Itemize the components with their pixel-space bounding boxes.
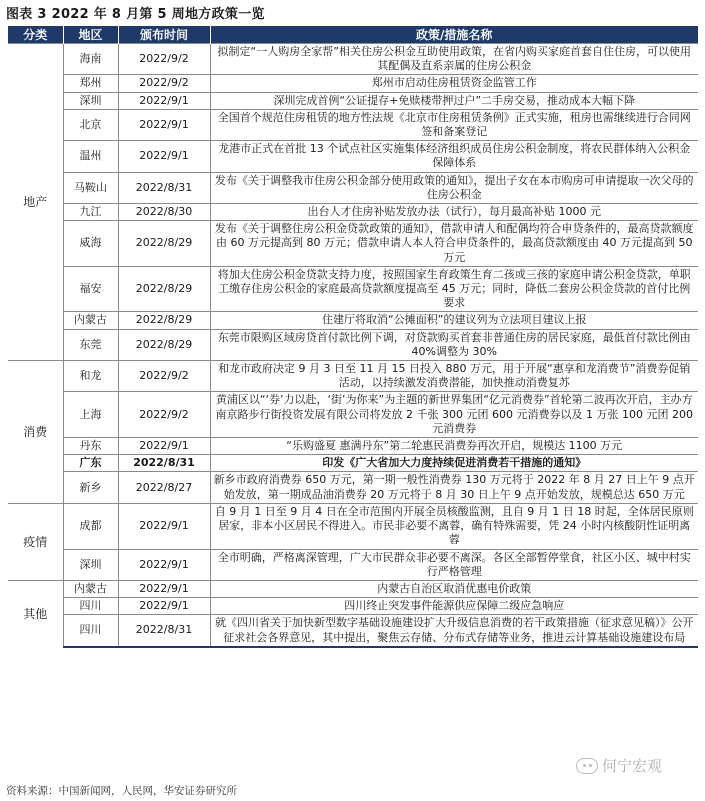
table-row: [8, 598, 698, 615]
table-row: [8, 75, 698, 92]
row-region: 丹东: [63, 438, 118, 455]
table-row: [8, 204, 698, 221]
row-region: 北京: [63, 109, 118, 140]
table-row: [8, 172, 698, 203]
row-region: 四川: [63, 615, 118, 647]
header-content: 政策/措施名称: [210, 26, 698, 44]
row-content: 深圳完成首例“公证提存+免赎楼带押过户”二手房交易，推动成本大幅下降: [210, 92, 698, 109]
row-region: 和龙: [63, 361, 118, 392]
table-row: [8, 221, 698, 267]
row-region: 上海: [63, 392, 118, 438]
row-region: 威海: [63, 221, 118, 267]
row-date: 2022/9/1: [118, 598, 210, 615]
row-content: 发布《关于调整我市住房公积金部分使用政策的通知》，提出子女在本市购房可申请提取一次父母的住房公积金: [210, 172, 698, 203]
row-date: 2022/9/2: [118, 75, 210, 92]
row-content: 出台人才住房补贴发放办法（试行），每月最高补贴 1000 元: [210, 204, 698, 221]
row-date: 2022/8/30: [118, 204, 210, 221]
category-realestate: 地产: [8, 44, 63, 361]
row-date: 2022/9/1: [118, 549, 210, 580]
row-date: 2022/8/29: [118, 312, 210, 329]
table-row: [8, 92, 698, 109]
row-date: 2022/8/29: [118, 266, 210, 312]
row-region: 郑州: [63, 75, 118, 92]
row-content: 郑州市启动住房租赁资金监管工作: [210, 75, 698, 92]
table-row: [8, 141, 698, 172]
row-date: 2022/8/31: [118, 615, 210, 647]
row-region: 海南: [63, 44, 118, 75]
row-content: 和龙市政府决定 9 月 3 日至 11 月 15 日投入 880 万元，用于开展“惠享和龙消费节”消费券促销活动，以持续激发消费潜能，加快推动消费复苏: [210, 361, 698, 392]
table-title: 图表 3 2022 年 8 月第 5 周地方政策一览: [6, 7, 265, 22]
row-content: 新乡市政府消费券 650 万元，第一期一般性消费券 130 万元将于 2022 年 8 月 27 日上午 9 点开始发放，第一期成品油消费券 20 万元将于 8 月 30 日上午 9 点开始发放，规模总达 650 万元: [210, 472, 698, 503]
row-content: 将加大住房公积金贷款支持力度，按照国家生育政策生育二孩或三孩的家庭申请公积金贷款，单职工缴存住房公积金的家庭最高贷款额度提高至 45 万元；同时，降低二套房公积金贷款的首付比例要求: [210, 266, 698, 312]
row-content: 自 9 月 1 日至 9 月 4 日在全市范围内开展全员核酸监测，且自 9 月 1 日 18 时起，全体居民原则居家，非本小区居民不得进入。市民非必要不离蓉，确有特殊需要，凭 24 小时内核酸阴性证明离蓉: [210, 503, 698, 549]
row-date: 2022/8/27: [118, 472, 210, 503]
table-row: [8, 615, 698, 647]
row-region: 温州: [63, 141, 118, 172]
table-row: [8, 438, 698, 455]
row-content: 发布《关于调整住房公积金贷款政策的通知》，借款申请人和配偶均符合申贷条件的，最高贷款额度由 60 万元提高到 80 万元；借款申请人本人符合申贷条件的，最高贷款额度由 40 万元提高到 50 万元: [210, 221, 698, 267]
row-date: 2022/9/1: [118, 141, 210, 172]
row-content: 四川终止突发事件能源供应保障二级应急响应: [210, 598, 698, 615]
row-content: “乐购盛夏 惠满丹东”第二轮惠民消费券再次开启，规模达 1100 万元: [210, 438, 698, 455]
row-content: 黄浦区以“‘券’力以赴，‘街’为你来”为主题的新世界集团“亿元消费券”首轮第二波再次开启，主办方南京路步行街投资发展有限公司将发放 2 千张 300 元团 600 元消费券以及 1 万张 100 元团 200 元消费券: [210, 392, 698, 438]
header-category: 分类: [8, 26, 63, 44]
watermark-text: 何宁宏观: [602, 757, 663, 775]
table-row: [8, 109, 698, 140]
header-date: 颁布时间: [118, 26, 210, 44]
row-date: 2022/9/2: [118, 392, 210, 438]
row-region: 深圳: [63, 92, 118, 109]
row-date: 2022/9/1: [118, 580, 210, 597]
row-content: 住建厅将取消“公摊面积”的建议列为立法项目建议上报: [210, 312, 698, 329]
table-row: [8, 549, 698, 580]
table-header-row: [8, 26, 698, 44]
table-row: [8, 44, 698, 75]
table-row: [8, 455, 698, 472]
table-row: [8, 503, 698, 549]
row-date: 2022/9/1: [118, 92, 210, 109]
row-date: 2022/9/1: [118, 438, 210, 455]
row-date: 2022/8/29: [118, 221, 210, 267]
row-date: 2022/9/2: [118, 361, 210, 392]
table-row: [8, 580, 698, 597]
row-content: 全国首个规范住房租赁的地方性法规《北京市住房租赁条例》正式实施，租房也需继续进行合同网签和备案登记: [210, 109, 698, 140]
row-content: 龙港市正式在首批 13 个试点社区实施集体经济组织成员住房公积金制度，将农民群体纳入公积金保障体系: [210, 141, 698, 172]
row-region: 马鞍山: [63, 172, 118, 203]
table-row: [8, 312, 698, 329]
category-consumption: 消费: [8, 361, 63, 504]
table-row: [8, 472, 698, 503]
wechat-icon: [576, 758, 598, 774]
table-row: [8, 392, 698, 438]
row-region: 内蒙古: [63, 312, 118, 329]
row-date: 2022/9/1: [118, 503, 210, 549]
row-content: 东莞市限购区域房贷首付款比例下调，对贷款购买首套非普通住房的居民家庭，最低首付款比例由 40%调整为 30%: [210, 329, 698, 360]
category-epidemic: 疫情: [8, 503, 63, 580]
row-region: 内蒙古: [63, 580, 118, 597]
row-content: 拟制定“一人购房全家帮”相关住房公积金互助使用政策，在省内购买家庭首套自住住房，可以使用其配偶及直系亲属的住房公积金: [210, 44, 698, 75]
row-region: 广东: [63, 455, 118, 472]
row-date: 2022/9/2: [118, 44, 210, 75]
watermark: [576, 755, 662, 776]
row-region: 东莞: [63, 329, 118, 360]
row-content: 内蒙古自治区取消优惠电价政策: [210, 580, 698, 597]
row-date: 2022/8/29: [118, 329, 210, 360]
row-region: 九江: [63, 204, 118, 221]
policy-table: [8, 26, 698, 648]
header-region: 地区: [63, 26, 118, 44]
row-region: 四川: [63, 598, 118, 615]
row-region: 深圳: [63, 549, 118, 580]
row-content: 印发《广大省加大力度持续促进消费若干措施的通知》: [210, 455, 698, 472]
table-row: [8, 266, 698, 312]
row-content: 就《四川省关于加快新型数字基础设施建设扩大升级信息消费的若干政策措施（征求意见稿）》公开征求社会各界意见，其中提出，聚焦云存储、分布式存储等业务，推进云计算基础设施建设布局: [210, 615, 698, 647]
category-other: 其他: [8, 580, 63, 646]
source-note: 资料来源：中国新闻网，人民网，华安证券研究所: [6, 785, 237, 797]
row-region: 福安: [63, 266, 118, 312]
row-date: 2022/8/31: [118, 172, 210, 203]
row-date: 2022/9/1: [118, 109, 210, 140]
row-region: 成都: [63, 503, 118, 549]
table-row: [8, 329, 698, 360]
row-date: 2022/8/31: [118, 455, 210, 472]
table-row: [8, 361, 698, 392]
row-content: 全市明确，严格离深管理，广大市民群众非必要不离深。各区全部暂停堂食，社区小区、城中村实行严格管理: [210, 549, 698, 580]
row-region: 新乡: [63, 472, 118, 503]
